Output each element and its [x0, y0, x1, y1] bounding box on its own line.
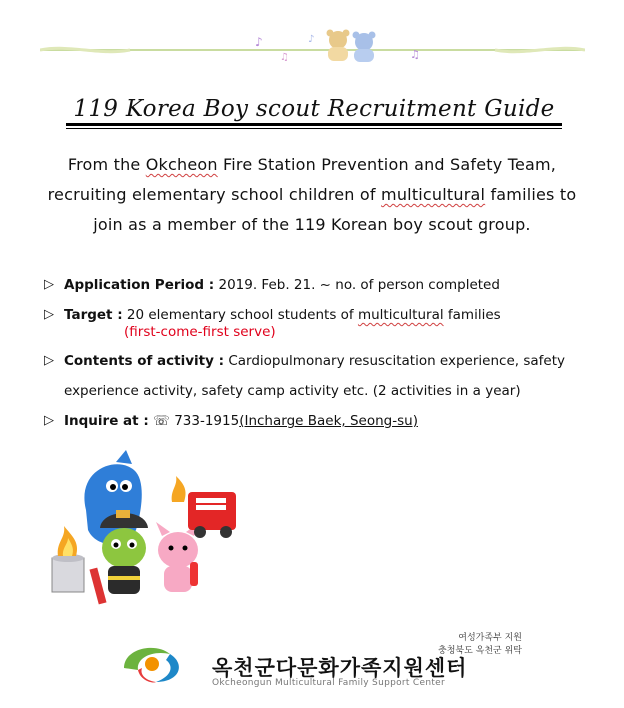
svg-text:♪: ♪: [308, 34, 315, 45]
title-underline-thick: [66, 123, 562, 126]
triangle-bullet-icon: ▷: [44, 353, 54, 368]
target-highlight: multicultural: [357, 307, 444, 323]
pink-mascot-icon: [156, 522, 200, 592]
fire-truck-icon: [172, 476, 236, 538]
intro-text: Fire Station Prevention and Safety Team,: [217, 155, 557, 174]
intro-highlight: multicultural: [381, 185, 486, 204]
svg-text:♫: ♫: [280, 52, 289, 63]
intro-line-2: [20, 180, 604, 210]
intro-text: From the: [67, 155, 146, 174]
teddy-bear-icon: [327, 30, 376, 63]
inquire-label: Inquire at :: [64, 413, 149, 429]
svg-text:♫: ♫: [410, 48, 420, 61]
target-value-end: families: [443, 307, 501, 323]
intro-highlight: Okcheon: [145, 155, 218, 174]
intro-paragraph: [20, 150, 604, 240]
firefighter-mascot-illustration: [46, 450, 246, 610]
svg-text:♪: ♪: [255, 35, 263, 49]
list-item-inquire: [44, 406, 604, 436]
intro-line-1: [20, 150, 604, 180]
intro-text: families to: [485, 185, 577, 204]
contents-value: Cardiopulmonary resuscitation experience, safety: [224, 353, 565, 369]
center-name-english: Okcheongun Multicultural Family Support Center: [212, 678, 445, 688]
logo-support-line-1: 여성가족부 지원: [458, 633, 522, 643]
header-decoration: [40, 28, 585, 74]
contents-label: Contents of activity :: [64, 353, 225, 369]
center-name-korean: 옥천군다문화가족지원센터: [212, 656, 468, 680]
triangle-bullet-icon: ▷: [44, 307, 54, 322]
application-label: Application Period :: [64, 277, 215, 293]
center-logo: [110, 630, 530, 690]
title-block: [66, 94, 562, 128]
list-item-application: [44, 270, 604, 300]
title-underline-thin: [66, 128, 562, 129]
phone-icon: ☏: [153, 413, 170, 429]
logo-support-line-2: 충청북도 옥천군 위탁: [438, 646, 522, 656]
page-title: 119 Korea Boy scout Recruitment Guide: [73, 96, 555, 122]
triangle-bullet-icon: ▷: [44, 277, 54, 292]
list-item-contents: [44, 346, 604, 376]
phone-number: 733-1915: [169, 413, 240, 429]
info-list: [44, 270, 604, 436]
application-value: 2019. Feb. 21. ~ no. of person completed: [214, 277, 500, 293]
intro-line-3: join as a member of the 119 Korean boy scout group.: [93, 215, 531, 234]
contact-person: (Incharge Baek, Seong-su): [239, 413, 418, 429]
triangle-bullet-icon: ▷: [44, 413, 54, 428]
fire-barrel-icon: [52, 526, 84, 592]
target-value: 20 elementary school students of: [122, 307, 358, 323]
contents-continuation: experience activity, safety camp activity etc. (2 activities in a year): [64, 383, 521, 399]
center-logo-mark-icon: [116, 638, 206, 686]
intro-text: recruiting elementary school children of: [47, 185, 382, 204]
list-item-target: [44, 300, 604, 330]
target-note: (first-come-first serve): [124, 324, 276, 340]
target-label: Target :: [64, 307, 123, 323]
